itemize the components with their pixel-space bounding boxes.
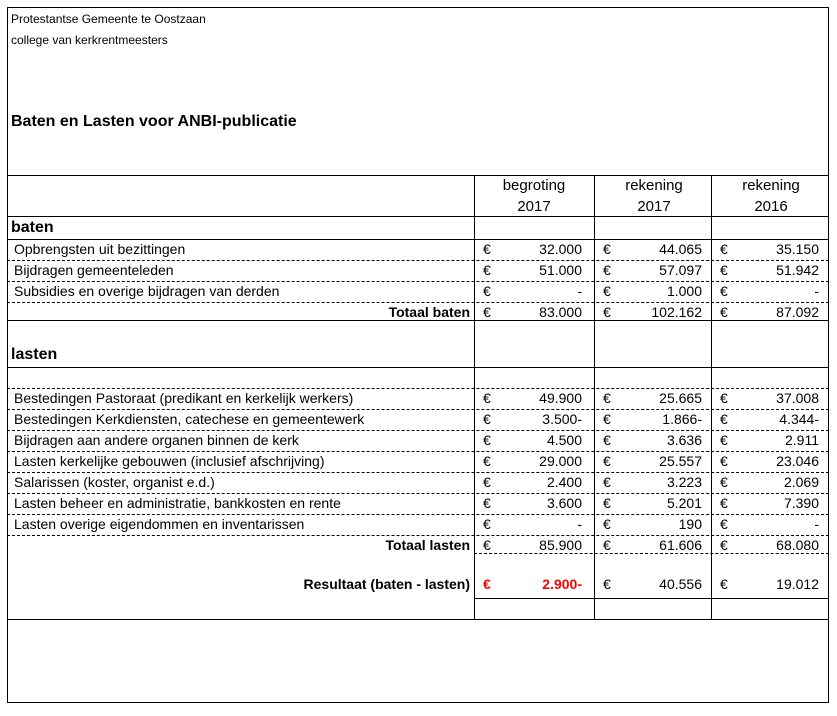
amount-value: 49.900	[539, 390, 582, 406]
amount-value: 5.201	[666, 495, 702, 511]
row-separator	[7, 430, 829, 431]
currency-symbol: €	[720, 537, 728, 553]
table-bottom-border	[7, 619, 829, 620]
amount-value: 1.000	[666, 283, 702, 299]
row-separator	[7, 260, 829, 261]
amount-value: 37.008	[776, 390, 819, 406]
currency-symbol: €	[483, 576, 491, 592]
currency-symbol: €	[483, 304, 491, 320]
row-separator	[7, 493, 829, 494]
amount-value: 68.080	[776, 537, 819, 553]
currency-symbol: €	[603, 390, 611, 406]
amount-value: 87.092	[776, 304, 819, 320]
lasten-row-label: Salarissen (koster, organist e.d.)	[14, 474, 215, 490]
amount-value: 3.636	[666, 432, 702, 448]
amount-value: 40.556	[659, 576, 702, 592]
department-name: college van kerkrentmeesters	[11, 33, 168, 47]
amount-value: 1.866-	[662, 411, 702, 427]
amount-value: 25.557	[659, 453, 702, 469]
lasten-row-label: Lasten beheer en administratie, bankkosten en rente	[14, 495, 341, 511]
amount-value: 25.665	[659, 390, 702, 406]
amount-value: 4.344-	[779, 411, 819, 427]
currency-symbol: €	[483, 432, 491, 448]
amount-value: -	[577, 283, 582, 299]
amount-value: 19.012	[776, 576, 819, 592]
currency-symbol: €	[603, 474, 611, 490]
amount-value: 29.000	[539, 453, 582, 469]
result-row-bottom	[474, 598, 829, 599]
row-separator	[7, 302, 829, 303]
row-separator	[7, 281, 829, 282]
table-top-border	[7, 175, 829, 176]
currency-symbol: €	[603, 432, 611, 448]
totaal-baten-bottom	[7, 320, 829, 321]
amount-value: 83.000	[539, 304, 582, 320]
column-divider	[474, 175, 475, 619]
amount-value: 2.900-	[542, 576, 582, 592]
lasten-row-label: Lasten kerkelijke gebouwen (inclusief afschrijving)	[14, 453, 325, 469]
amount-value: 3.500-	[542, 411, 582, 427]
currency-symbol: €	[720, 241, 728, 257]
currency-symbol: €	[720, 474, 728, 490]
currency-symbol: €	[603, 304, 611, 320]
amount-value: -	[814, 516, 819, 532]
column-header-line2: 2017	[517, 198, 551, 215]
currency-symbol: €	[603, 495, 611, 511]
amount-value: 3.600	[546, 495, 582, 511]
amount-value: 51.000	[539, 262, 582, 278]
row-separator	[7, 514, 829, 515]
lasten-row-label: Bijdragen aan andere organen binnen de kerk	[14, 432, 299, 448]
amount-value: 85.900	[539, 537, 582, 553]
amount-value: -	[814, 283, 819, 299]
baten-row-label: Subsidies en overige bijdragen van derden	[14, 283, 280, 299]
baten-row-label: Opbrengsten uit bezittingen	[14, 241, 186, 257]
currency-symbol: €	[603, 576, 611, 592]
section-heading-baten: baten	[11, 219, 54, 236]
row-separator	[7, 409, 829, 410]
column-header-line1: rekening	[742, 177, 800, 194]
row-separator	[7, 451, 829, 452]
amount-value: 2.069	[783, 474, 819, 490]
currency-symbol: €	[720, 432, 728, 448]
column-header-line2: 2016	[754, 198, 788, 215]
currency-symbol: €	[720, 453, 728, 469]
amount-value: 102.162	[651, 304, 702, 320]
currency-symbol: €	[720, 576, 728, 592]
amount-value: 190	[678, 516, 702, 532]
currency-symbol: €	[720, 304, 728, 320]
column-divider	[828, 175, 829, 619]
column-header-line1: rekening	[625, 177, 683, 194]
amount-value: 44.065	[659, 241, 702, 257]
currency-symbol: €	[483, 390, 491, 406]
currency-symbol: €	[483, 537, 491, 553]
lasten-row-label: Bestedingen Pastoraat (predikant en kerkelijk werkers)	[14, 390, 354, 406]
totaal-lasten-label: Totaal lasten	[385, 537, 470, 553]
column-divider	[711, 175, 712, 619]
amount-value: 35.150	[776, 241, 819, 257]
currency-symbol: €	[483, 283, 491, 299]
resultaat-label: Resultaat (baten - lasten)	[303, 576, 470, 592]
currency-symbol: €	[483, 262, 491, 278]
currency-symbol: €	[720, 411, 728, 427]
amount-value: 2.911	[785, 432, 819, 448]
currency-symbol: €	[483, 516, 491, 532]
currency-symbol: €	[603, 537, 611, 553]
currency-symbol: €	[483, 411, 491, 427]
baten-heading-bottom	[7, 239, 829, 240]
amount-value: 57.097	[659, 262, 702, 278]
amount-value: 23.046	[776, 453, 819, 469]
lasten-row-label: Bestedingen Kerkdiensten, catechese en gemeentewerk	[14, 411, 365, 427]
baten-row-label: Bijdragen gemeenteleden	[14, 262, 174, 278]
currency-symbol: €	[603, 283, 611, 299]
currency-symbol: €	[603, 516, 611, 532]
currency-symbol: €	[603, 453, 611, 469]
column-header-bottom	[7, 216, 829, 217]
row-separator	[7, 472, 829, 473]
currency-symbol: €	[720, 516, 728, 532]
amount-value: 61.606	[659, 537, 702, 553]
column-divider	[594, 175, 595, 619]
amount-value: -	[577, 516, 582, 532]
lasten-heading-bottom	[7, 367, 829, 368]
page-title: Baten en Lasten voor ANBI-publicatie	[11, 113, 297, 130]
currency-symbol: €	[603, 411, 611, 427]
currency-symbol: €	[603, 241, 611, 257]
amount-value: 4.500	[546, 432, 582, 448]
section-heading-lasten: lasten	[11, 346, 58, 363]
currency-symbol: €	[483, 453, 491, 469]
organisation-name: Protestantse Gemeente te Oostzaan	[11, 12, 206, 26]
currency-symbol: €	[603, 262, 611, 278]
currency-symbol: €	[720, 495, 728, 511]
totaal-baten-label: Totaal baten	[388, 304, 470, 320]
currency-symbol: €	[720, 283, 728, 299]
currency-symbol: €	[720, 390, 728, 406]
row-separator	[7, 388, 829, 389]
amount-value: 3.223	[666, 474, 702, 490]
row-separator	[7, 535, 829, 536]
column-header-line2: 2017	[637, 198, 671, 215]
currency-symbol: €	[720, 262, 728, 278]
amount-value: 32.000	[539, 241, 582, 257]
row-separator	[474, 553, 829, 554]
amount-value: 2.400	[546, 474, 582, 490]
lasten-row-label: Lasten overige eigendommen en inventarissen	[14, 516, 305, 532]
currency-symbol: €	[483, 495, 491, 511]
currency-symbol: €	[483, 474, 491, 490]
column-header-line1: begroting	[502, 177, 566, 194]
currency-symbol: €	[483, 241, 491, 257]
amount-value: 7.390	[783, 495, 819, 511]
amount-value: 51.942	[776, 262, 819, 278]
